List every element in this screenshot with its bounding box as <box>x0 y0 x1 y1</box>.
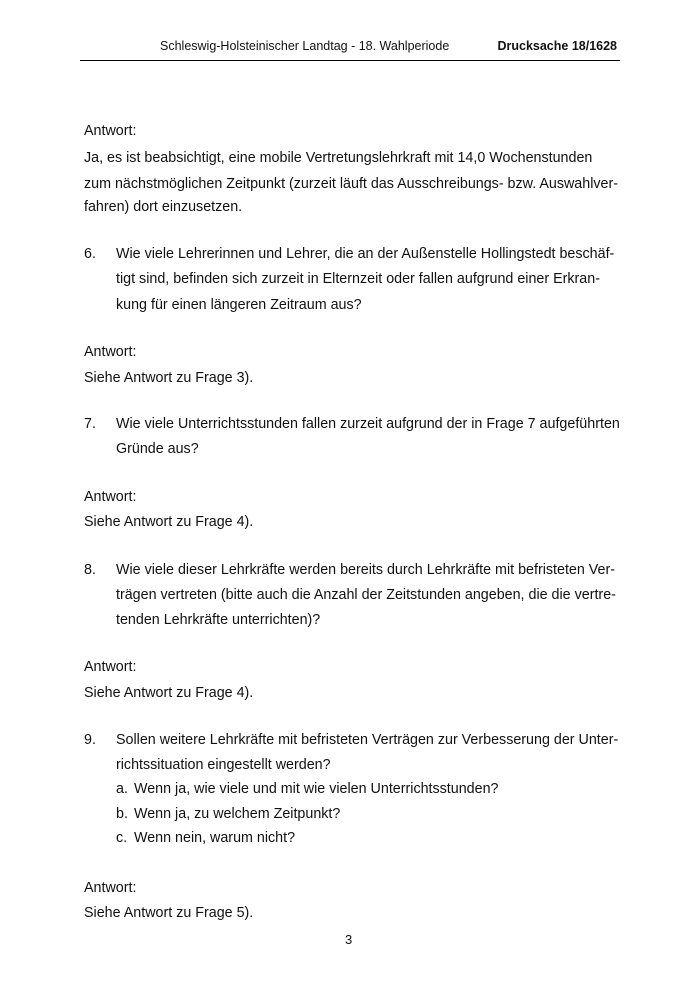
header-title: Schleswig-Holsteinischer Landtag - 18. Wahlperiode <box>160 39 450 53</box>
answer-label: Antwort: <box>84 880 137 896</box>
answer-line: Ja, es ist beabsichtigt, eine mobile Vertretungslehrkraft mit 14,0 Wochenstunden <box>84 150 593 166</box>
answer-label: Antwort: <box>84 659 137 675</box>
subitem-text: Wenn ja, zu welchem Zeitpunkt? <box>134 806 341 822</box>
answer-line: zum nächstmöglichen Zeitpunkt (zurzeit läuft das Ausschreibungs- bzw. Auswahlver- <box>84 176 619 192</box>
question-number: 7. <box>84 416 96 432</box>
header-rule <box>80 60 620 61</box>
question-line: Wie viele Lehrerinnen und Lehrer, die an der Außenstelle Hollingstedt beschäf- <box>116 246 615 262</box>
answer-label: Antwort: <box>84 489 137 505</box>
subitem-letter: c. <box>116 830 128 846</box>
question-number: 8. <box>84 562 96 578</box>
question-line: Wie viele Unterrichtsstunden fallen zurzeit aufgrund der in Frage 7 aufgeführten <box>116 416 620 432</box>
answer-label: Antwort: <box>84 123 137 139</box>
question-line: kung für einen längeren Zeitraum aus? <box>116 297 362 313</box>
question-line: tigt sind, befinden sich zurzeit in Elternzeit oder fallen aufgrund einer Erkran- <box>116 271 600 287</box>
question-line: trägen vertreten (bitte auch die Anzahl der Zeitstunden angeben, die die vertre- <box>116 587 616 603</box>
page-header <box>80 37 620 57</box>
question-number: 9. <box>84 732 96 748</box>
page-number: 3 <box>345 932 353 947</box>
answer-line: Siehe Antwort zu Frage 5). <box>84 905 254 921</box>
question-line: Gründe aus? <box>116 441 199 457</box>
subitem-text: Wenn ja, wie viele und mit wie vielen Unterrichtsstunden? <box>134 781 499 797</box>
question-line: Wie viele dieser Lehrkräfte werden bereits durch Lehrkräfte mit befristeten Ver- <box>116 562 616 578</box>
question-line: richtssituation eingestellt werden? <box>116 757 331 773</box>
subitem-letter: b. <box>116 806 128 822</box>
question-line: Sollen weitere Lehrkräfte mit befristeten Verträgen zur Verbesserung der Unter- <box>116 732 619 748</box>
answer-line: fahren) dort einzusetzen. <box>84 199 243 215</box>
question-line: tenden Lehrkräfte unterrichten)? <box>116 612 321 628</box>
answer-line: Siehe Antwort zu Frage 4). <box>84 685 254 701</box>
subitem-text: Wenn nein, warum nicht? <box>134 830 296 846</box>
question-number: 6. <box>84 246 96 262</box>
answer-label: Antwort: <box>84 344 137 360</box>
answer-line: Siehe Antwort zu Frage 3). <box>84 370 254 386</box>
header-doc-number: Drucksache 18/1628 <box>497 39 617 53</box>
answer-line: Siehe Antwort zu Frage 4). <box>84 514 254 530</box>
subitem-letter: a. <box>116 781 128 797</box>
